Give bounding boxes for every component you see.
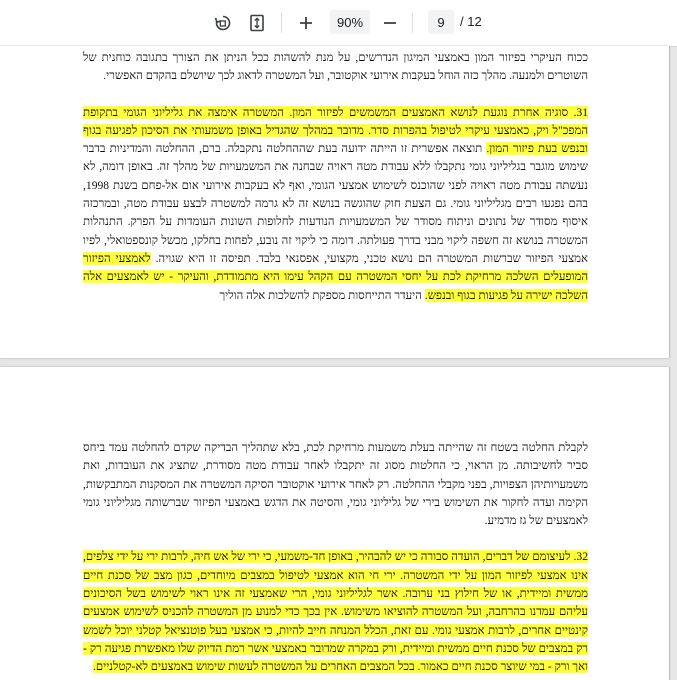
paragraph-31-tail: היעדר התייחסות מספקת להשלכות אלה הוליך [219, 288, 422, 302]
zoom-in-button[interactable] [294, 11, 318, 35]
zoom-in-icon [298, 15, 314, 31]
fit-page-icon [248, 14, 266, 32]
paragraph-30-end: ככוח העיקרי בפיזור המון באמצעי המיגון הנדרשים, על מנת להשהות ככל הניתן את הצורך בתגובה כוחנית של השוטרים ולמנעה. מהלך כזה הוחל בעקבות אירועי אוקטובר, ועל המשטרה לדאוג לכך שיושלם בהקדם האפשרי. [83, 51, 588, 83]
paragraph-31-continued: לקבלת החלטה בשטח זה שהייתה בעלת משמעות מרחיקת לכת, בלא שתהליך הבדיקה שקדם להחלטה עמד ביחס סביר לחשיבותה. מן הראוי, כי החלטות מסוג זה יתקבלו לאחר עבודת מטה מסודרת, שתציג את העובדות, ואת משמעויותיהן הצפויות, בפני מקבלי ההחלטה. רק לאחר אירועי אוקטובר הסיקה המשטרה את המסקנות המתבקשות, הקימה ועדה לחקור את השימוש בירי של גליליוני גומי, והסיטה את הדגש באמצעי הפיזור שברשותה מגליליוני גומי לאמצעים של גז מדמיע. [83, 441, 588, 528]
highlight-32: 32. לעיצומם של דברים, הועדה סבורה כי יש להבהיר, באופן חד-משמעי, כי ירי של אש חיה, לרבות ירי על ידי צלפים, אינו אמצעי לפיזור המון על ידי המשטרה. ירי חי הוא אמצעי לטיפול במצבים מיוחדים, כגון מצב של סכנת חיים ממשית ומיידית, או של חילוץ בני ערובה. אשר לגליליוני גומי, הרי שאמצעי זה אינו ראוי לשימוש בשל הסיכונים עליהם עמדנו בהרחבה, ועל המשטרה להוציאו משימוש. אין בכך כדי למנוע מן המשטרה להכניס לשימוש אמצעים קינטיים אחרים, לרבות אמצעי גומי. עם זאת, הכלל המנחה חייב להיות, כי אמצעי בעל פוטנציאל קטלני יוכל לשמש רק במצבים של סכנת חיים ממשית ומיידית, ורק במקרה שמדובר באמצעי אשר רמת הדיוק שלו מאפשרת פגיעה רק - ואך ורק - במי שיוצר סכנת חיים כאמור. בכל המצבים האחרים על המשטרה לעשות שימוש באמצעים לא-קטלניים. [83, 550, 588, 674]
toolbar-divider [412, 13, 413, 33]
page-number-input[interactable]: 9 [428, 10, 454, 34]
highlight-31-b: לאמצעי הפיזור המופעלים השלכה מרחיקת לכת על יחסי המשטרה עם הקהל עימו היא מתמודדת, והעיקר - יש לאמצעים אלה השלכה ישירה על פגיעות בגוף ובנפש. [83, 251, 588, 302]
page-edge [669, 46, 670, 358]
rotate-icon [214, 14, 232, 32]
highlight-31-a: 31. סוגיה אחרת נוגעת לנושא האמצעים המשמשים לפיזור המון. המשטרה אימצה את גליליוני הגומי בתקופת המפכ"ל ויק, כאמצעי עיקרי לטיפול בהפרות סדר. מדובר במהלך שהגדיל באופן משמעותי את הסיכון לפגיעה בגוף ובנפש בעת פיזור המון. [83, 105, 588, 156]
page-edge [669, 367, 670, 680]
page-total-label: / 12 [460, 14, 482, 29]
page-9-text [83, 49, 588, 305]
toolbar-divider [281, 13, 282, 33]
paragraph-32 [83, 548, 588, 676]
paragraph-31-body: תוצאה אפשרית זו הייתה ידועה בעת שההחלטה נתקבלה. ברם, ההחלטה והמדיניות בדבר שימוש מוגבר בגליליוני גומי נתקבלו ללא עבודת מטה ראויה שבחנה את המשמעויות של מהלך זה. באופן דומה, לא נעשתה עבודת מטה ראויה לפני שהוכנס לשימוש אמצעי הגומי, ואף לא בעקבות אירועי אום אל-פחם בשנת 1998, בהם נפגעו רבים מגליליוני גומי. גם הצעת חוק שהוגשה בנושא זה לא גרמה למשטרה לבצע עבודת מטה, ובמרכזה איסוף מסודר של נתונים וניתוח מסודר של המשמעויות הנודעות לחלופות השונות העומדות על הפרק. התנהלות המשטרה בנושא זה חשפה ליקוי מבני בדרך פעולתה. דומה כי ליקוי זה נובע, לפחות בחלקו, מכשל קונספטואלי, לפיו אמצעי הפיזור שברשות המשטרה הם נושא טכני, מקצועי, אפסנאי בלבד. תפיסה זו היא שגויה. [83, 142, 588, 265]
rotate-button[interactable] [211, 11, 235, 35]
paragraph-31 [83, 104, 588, 305]
zoom-out-button[interactable] [378, 11, 402, 35]
pdf-page-9 [0, 46, 669, 358]
page-10-text [83, 439, 588, 677]
zoom-level-field[interactable]: 90% [330, 10, 370, 34]
pdf-page-10 [0, 367, 669, 680]
pdf-toolbar [0, 0, 677, 47]
fit-page-button[interactable] [245, 11, 269, 35]
zoom-out-icon [382, 15, 398, 31]
